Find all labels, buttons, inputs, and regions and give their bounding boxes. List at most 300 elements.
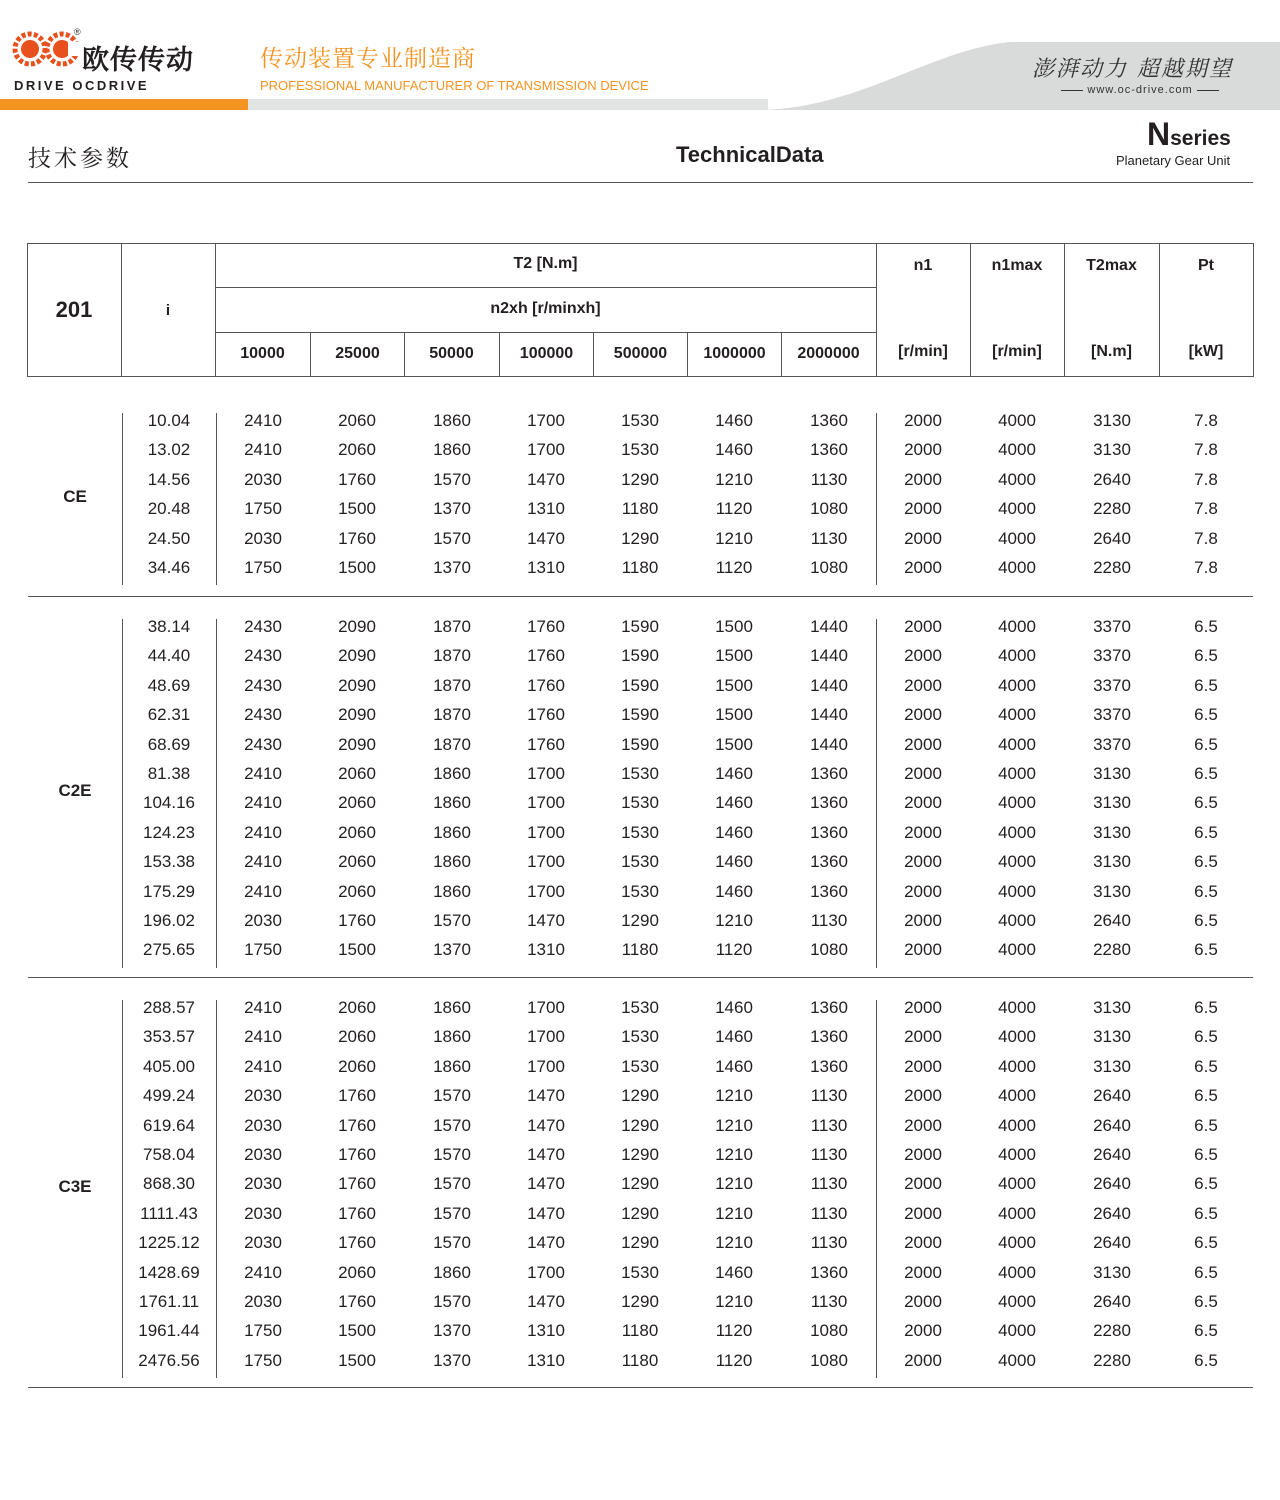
- n1max-unit: [r/min]: [992, 343, 1042, 360]
- ratio-cell: 758.04: [143, 1145, 195, 1164]
- value-cell: 1700: [527, 881, 565, 901]
- value-cell: 2000: [904, 1203, 942, 1223]
- value-cell: 4000: [998, 1174, 1036, 1194]
- value-cell: 3370: [1093, 646, 1131, 666]
- value-cell: 3130: [1093, 881, 1131, 901]
- value-cell: 6.5: [1194, 793, 1218, 813]
- value-cell: 2000: [904, 1262, 942, 1282]
- value-cell: 2030: [244, 1145, 282, 1164]
- tagline-en: PROFESSIONAL MANUFACTURER OF TRANSMISSION DEVICE: [260, 78, 649, 93]
- value-cell: 1860: [433, 440, 471, 460]
- ratio-cell: 62.31: [147, 705, 191, 725]
- ratio-cell: 44.40: [147, 646, 191, 666]
- value-cell: 2030: [244, 1233, 282, 1253]
- value-cell: 4000: [998, 558, 1036, 577]
- value-cell: 2640: [1093, 1086, 1131, 1106]
- value-cell: 2060: [338, 1262, 376, 1282]
- value-cell: 1290: [621, 1292, 659, 1311]
- value-cell: 3130: [1093, 852, 1131, 872]
- ratio-cell: 124.23: [143, 822, 195, 842]
- value-cell: 1570: [433, 1145, 471, 1164]
- value-cell: 4000: [998, 940, 1036, 960]
- value-cell: 1130: [810, 528, 848, 548]
- value-cell: 1530: [621, 411, 659, 430]
- value-cell: 1750: [244, 1350, 282, 1370]
- value-cell: 1700: [527, 411, 565, 430]
- value-cell: 1210: [715, 1174, 753, 1194]
- n2xh-value: 10000: [240, 345, 285, 362]
- value-cell: 1470: [527, 469, 565, 489]
- value-cell: 1750: [244, 940, 282, 960]
- value-cell: 1500: [338, 1321, 376, 1341]
- value-cell: 1530: [621, 793, 659, 813]
- value-cell: 2280: [1093, 940, 1131, 960]
- value-cell: 1870: [433, 705, 471, 725]
- ratio-cell: 1428.69: [138, 1262, 200, 1282]
- value-cell: 1700: [527, 822, 565, 842]
- value-cell: 2000: [904, 1350, 942, 1370]
- value-cell: 2000: [904, 499, 942, 519]
- value-cell: 1470: [527, 1086, 565, 1106]
- value-cell: 3130: [1093, 998, 1131, 1017]
- value-cell: 2000: [904, 1321, 942, 1341]
- value-cell: 1120: [715, 499, 753, 519]
- value-cell: 6.5: [1194, 881, 1218, 901]
- value-cell: 1760: [338, 1292, 376, 1311]
- group-separator: [28, 596, 1253, 597]
- value-cell: 3130: [1093, 822, 1131, 842]
- value-cell: 1700: [527, 998, 565, 1017]
- group-separator: [28, 977, 1253, 978]
- value-cell: 4000: [998, 852, 1036, 872]
- ratio-cell: 288.57: [143, 998, 195, 1017]
- value-cell: 1310: [527, 1321, 565, 1341]
- value-cell: 2000: [904, 1292, 942, 1311]
- pt-unit: [kW]: [1188, 343, 1224, 360]
- value-cell: 1590: [621, 734, 659, 754]
- value-cell: 1180: [621, 940, 659, 960]
- value-cell: 4000: [998, 1086, 1036, 1106]
- value-cell: 1360: [810, 852, 848, 872]
- value-cell: 7.8: [1194, 411, 1218, 430]
- value-cell: 3130: [1093, 440, 1131, 460]
- value-cell: 6.5: [1194, 1203, 1218, 1223]
- group-label: C2E: [58, 781, 92, 801]
- value-cell: 2000: [904, 675, 942, 695]
- value-cell: 1500: [715, 705, 753, 725]
- value-cell: 1180: [621, 558, 659, 577]
- value-cell: 2000: [904, 998, 942, 1017]
- value-cell: 1870: [433, 617, 471, 636]
- value-cell: 1210: [715, 528, 753, 548]
- value-cell: 1130: [810, 1203, 848, 1223]
- value-cell: 1210: [715, 469, 753, 489]
- value-cell: 1080: [810, 1350, 848, 1370]
- ratio-cell: 10.04: [147, 411, 191, 430]
- value-cell: 1570: [433, 1233, 471, 1253]
- ratio-cell: 20.48: [147, 499, 191, 519]
- ratio-cell: 196.02: [143, 911, 195, 930]
- value-cell: 6.5: [1194, 1174, 1218, 1194]
- value-cell: 1290: [621, 1086, 659, 1106]
- value-cell: 1760: [527, 617, 565, 636]
- value-cell: 3130: [1093, 411, 1131, 430]
- value-cell: 1530: [621, 1262, 659, 1282]
- value-cell: 1700: [527, 793, 565, 813]
- t2max-unit: [N.m]: [1091, 343, 1132, 360]
- value-cell: 2000: [904, 1115, 942, 1135]
- series-letter: N: [1147, 116, 1171, 152]
- ratio-cell: 38.14: [147, 617, 191, 636]
- value-cell: 2410: [244, 411, 282, 430]
- series-word: series: [1170, 127, 1231, 150]
- value-cell: 2410: [244, 1027, 282, 1047]
- value-cell: 1760: [338, 1145, 376, 1164]
- n2xh-value: 1000000: [703, 345, 766, 362]
- ratio-cell: 13.02: [147, 440, 191, 460]
- value-cell: 3370: [1093, 675, 1131, 695]
- value-cell: 1760: [338, 528, 376, 548]
- value-cell: 7.8: [1194, 558, 1218, 577]
- value-cell: 2640: [1093, 1115, 1131, 1135]
- value-cell: 2030: [244, 1292, 282, 1311]
- value-cell: 2410: [244, 793, 282, 813]
- value-cell: 1570: [433, 1174, 471, 1194]
- value-cell: 1290: [621, 1145, 659, 1164]
- value-cell: 1590: [621, 646, 659, 666]
- value-cell: 6.5: [1194, 1292, 1218, 1311]
- value-cell: 1290: [621, 911, 659, 930]
- value-cell: 6.5: [1194, 911, 1218, 930]
- value-cell: 2640: [1093, 1203, 1131, 1223]
- value-cell: 1470: [527, 1115, 565, 1135]
- value-cell: 6.5: [1194, 1115, 1218, 1135]
- n2xh-value: 500000: [613, 345, 668, 362]
- value-cell: 2060: [338, 793, 376, 813]
- value-cell: 2640: [1093, 469, 1131, 489]
- value-cell: 1500: [715, 617, 753, 636]
- value-cell: 2030: [244, 528, 282, 548]
- ratio-cell: 619.64: [143, 1115, 195, 1135]
- value-cell: 2000: [904, 852, 942, 872]
- value-cell: 1290: [621, 1203, 659, 1223]
- value-cell: 1530: [621, 881, 659, 901]
- value-cell: 2000: [904, 705, 942, 725]
- value-cell: 1860: [433, 411, 471, 430]
- value-cell: 1530: [621, 822, 659, 842]
- value-cell: 1210: [715, 1292, 753, 1311]
- value-cell: 6.5: [1194, 852, 1218, 872]
- value-cell: 6.5: [1194, 940, 1218, 960]
- value-cell: 1130: [810, 1174, 848, 1194]
- value-cell: 3370: [1093, 734, 1131, 754]
- value-cell: 4000: [998, 1350, 1036, 1370]
- value-cell: 1470: [527, 1174, 565, 1194]
- value-cell: 1470: [527, 1145, 565, 1164]
- value-cell: 2430: [244, 646, 282, 666]
- value-cell: 2280: [1093, 558, 1131, 577]
- n2xh-value: 50000: [429, 345, 474, 362]
- value-cell: 1360: [810, 1056, 848, 1076]
- value-cell: 1120: [715, 940, 753, 960]
- value-cell: 1360: [810, 764, 848, 783]
- value-cell: 1130: [810, 1115, 848, 1135]
- value-cell: 2410: [244, 881, 282, 901]
- value-cell: 1500: [338, 499, 376, 519]
- value-cell: 2060: [338, 998, 376, 1017]
- ratio-cell: 24.50: [147, 528, 191, 548]
- slogan: 澎湃动力 超越期望: [1032, 57, 1233, 82]
- value-cell: 1760: [527, 646, 565, 666]
- value-cell: 3130: [1093, 764, 1131, 783]
- value-cell: 2030: [244, 1115, 282, 1135]
- value-cell: 4000: [998, 1027, 1036, 1047]
- value-cell: 1460: [715, 411, 753, 430]
- value-cell: 4000: [998, 1233, 1036, 1253]
- value-cell: 1130: [810, 911, 848, 930]
- value-cell: 1590: [621, 705, 659, 725]
- value-cell: 1360: [810, 440, 848, 460]
- value-cell: 1760: [527, 675, 565, 695]
- ratio-cell: 153.38: [143, 852, 195, 872]
- value-cell: 2060: [338, 852, 376, 872]
- value-cell: 2000: [904, 911, 942, 930]
- value-cell: 1700: [527, 1056, 565, 1076]
- value-cell: 4000: [998, 881, 1036, 901]
- value-cell: 1860: [433, 852, 471, 872]
- value-cell: 1460: [715, 764, 753, 783]
- value-cell: 1760: [338, 469, 376, 489]
- value-cell: 2000: [904, 617, 942, 636]
- value-cell: 4000: [998, 1145, 1036, 1164]
- ratio-cell: 1961.44: [138, 1321, 200, 1341]
- value-cell: 7.8: [1194, 469, 1218, 489]
- registered-mark: ®: [74, 27, 81, 37]
- value-cell: 1530: [621, 764, 659, 783]
- value-cell: 1700: [527, 440, 565, 460]
- value-cell: 1120: [715, 1321, 753, 1341]
- value-cell: 1460: [715, 1262, 753, 1282]
- value-cell: 1760: [338, 1203, 376, 1223]
- value-cell: 1440: [810, 734, 848, 754]
- value-cell: 2000: [904, 558, 942, 577]
- ratio-cell: 1761.11: [138, 1292, 200, 1311]
- n2xh-value: 25000: [335, 345, 380, 362]
- value-cell: 2000: [904, 764, 942, 783]
- value-cell: 1760: [338, 1086, 376, 1106]
- value-cell: 2430: [244, 705, 282, 725]
- value-cell: 4000: [998, 1321, 1036, 1341]
- value-cell: 3130: [1093, 793, 1131, 813]
- ratio-cell: 48.69: [147, 675, 191, 695]
- value-cell: 2000: [904, 440, 942, 460]
- value-cell: 2060: [338, 881, 376, 901]
- value-cell: 1440: [810, 705, 848, 725]
- value-cell: 4000: [998, 1292, 1036, 1311]
- series-subtitle: Planetary Gear Unit: [1116, 153, 1231, 168]
- value-cell: 1440: [810, 617, 848, 636]
- value-cell: 1440: [810, 675, 848, 695]
- value-cell: 2000: [904, 1056, 942, 1076]
- value-cell: 1760: [338, 1233, 376, 1253]
- value-cell: 1760: [527, 705, 565, 725]
- value-cell: 2640: [1093, 528, 1131, 548]
- value-cell: 4000: [998, 734, 1036, 754]
- value-cell: 1500: [338, 940, 376, 960]
- brand-name-en: DRIVE OCDRIVE: [14, 78, 150, 93]
- value-cell: 4000: [998, 499, 1036, 519]
- value-cell: 2000: [904, 1027, 942, 1047]
- value-cell: 1360: [810, 998, 848, 1017]
- value-cell: 1210: [715, 1115, 753, 1135]
- value-cell: 6.5: [1194, 617, 1218, 636]
- value-cell: 1700: [527, 764, 565, 783]
- value-cell: 2430: [244, 617, 282, 636]
- value-cell: 1570: [433, 1086, 471, 1106]
- ratio-header: i: [165, 302, 171, 319]
- ratio-cell: 68.69: [147, 734, 191, 754]
- value-cell: 1570: [433, 1115, 471, 1135]
- value-cell: 2090: [338, 705, 376, 725]
- ratio-cell: 353.57: [143, 1027, 195, 1047]
- value-cell: 1470: [527, 1292, 565, 1311]
- value-cell: 4000: [998, 998, 1036, 1017]
- value-cell: 6.5: [1194, 764, 1218, 783]
- value-cell: 1860: [433, 793, 471, 813]
- value-cell: 1750: [244, 499, 282, 519]
- value-cell: 1870: [433, 646, 471, 666]
- value-cell: 1460: [715, 852, 753, 872]
- value-cell: 1500: [338, 558, 376, 577]
- value-cell: 1700: [527, 1262, 565, 1282]
- value-cell: 1290: [621, 528, 659, 548]
- value-cell: 1760: [338, 911, 376, 930]
- size-label: 201: [55, 297, 93, 322]
- value-cell: 2000: [904, 411, 942, 430]
- value-cell: 1440: [810, 646, 848, 666]
- value-cell: 2280: [1093, 499, 1131, 519]
- table-header: [27, 243, 1254, 376]
- value-cell: 2410: [244, 822, 282, 842]
- value-cell: 4000: [998, 705, 1036, 725]
- value-cell: 4000: [998, 1115, 1036, 1135]
- value-cell: 1570: [433, 1203, 471, 1223]
- value-cell: 1570: [433, 1292, 471, 1311]
- value-cell: 2640: [1093, 1145, 1131, 1164]
- value-cell: 2000: [904, 1145, 942, 1164]
- t2-header: T2 [N.m]: [513, 255, 578, 272]
- value-cell: 1860: [433, 764, 471, 783]
- value-cell: 1310: [527, 940, 565, 960]
- t2max-header: T2max: [1086, 257, 1137, 274]
- value-cell: 4000: [998, 911, 1036, 930]
- value-cell: 2410: [244, 1056, 282, 1076]
- n2xh-value: 2000000: [797, 345, 860, 362]
- value-cell: 4000: [998, 764, 1036, 783]
- value-cell: 1080: [810, 558, 848, 577]
- value-cell: 1470: [527, 1203, 565, 1223]
- value-cell: 7.8: [1194, 440, 1218, 460]
- group-label: C3E: [58, 1177, 92, 1197]
- value-cell: 2000: [904, 1233, 942, 1253]
- ratio-cell: 14.56: [147, 469, 191, 489]
- value-cell: 2410: [244, 440, 282, 460]
- value-cell: 1860: [433, 1262, 471, 1282]
- value-cell: 2060: [338, 764, 376, 783]
- value-cell: 6.5: [1194, 734, 1218, 754]
- value-cell: 2000: [904, 822, 942, 842]
- value-cell: 2430: [244, 675, 282, 695]
- page-title-cn: 技术参数: [28, 146, 132, 172]
- group-label: CE: [63, 487, 87, 507]
- value-cell: 1210: [715, 1086, 753, 1106]
- value-cell: 1370: [433, 558, 471, 577]
- value-cell: 1500: [715, 675, 753, 695]
- value-cell: 2410: [244, 764, 282, 783]
- ratio-cell: 1225.12: [138, 1233, 200, 1253]
- value-cell: 4000: [998, 646, 1036, 666]
- value-cell: 6.5: [1194, 1056, 1218, 1076]
- value-cell: 2000: [904, 528, 942, 548]
- value-cell: 1370: [433, 1321, 471, 1341]
- value-cell: 2280: [1093, 1350, 1131, 1370]
- value-cell: 1570: [433, 528, 471, 548]
- value-cell: 6.5: [1194, 1321, 1218, 1341]
- value-cell: 1470: [527, 911, 565, 930]
- value-cell: 1860: [433, 881, 471, 901]
- value-cell: 1360: [810, 822, 848, 842]
- value-cell: 2430: [244, 734, 282, 754]
- value-cell: 6.5: [1194, 1145, 1218, 1164]
- value-cell: 6.5: [1194, 822, 1218, 842]
- value-cell: 2030: [244, 469, 282, 489]
- value-cell: 4000: [998, 440, 1036, 460]
- value-cell: 1860: [433, 1056, 471, 1076]
- value-cell: 1310: [527, 558, 565, 577]
- value-cell: 2000: [904, 1086, 942, 1106]
- ratio-cell: 275.65: [143, 940, 195, 960]
- value-cell: 1460: [715, 1056, 753, 1076]
- value-cell: 2410: [244, 852, 282, 872]
- value-cell: 2640: [1093, 1233, 1131, 1253]
- value-cell: 4000: [998, 469, 1036, 489]
- value-cell: 6.5: [1194, 998, 1218, 1017]
- page-title-en: TechnicalData: [676, 142, 824, 167]
- value-cell: 1460: [715, 998, 753, 1017]
- value-cell: 2000: [904, 734, 942, 754]
- value-cell: 2000: [904, 469, 942, 489]
- value-cell: 2060: [338, 1056, 376, 1076]
- value-cell: 2000: [904, 793, 942, 813]
- value-cell: 1570: [433, 469, 471, 489]
- value-cell: 1530: [621, 440, 659, 460]
- ratio-cell: 104.16: [143, 793, 195, 813]
- group-separator: [28, 1387, 1253, 1388]
- value-cell: 1470: [527, 528, 565, 548]
- value-cell: 1360: [810, 793, 848, 813]
- website-url: www.oc-drive.com: [1040, 84, 1240, 96]
- value-cell: 1460: [715, 1027, 753, 1047]
- value-cell: 1210: [715, 1233, 753, 1253]
- value-cell: 4000: [998, 617, 1036, 636]
- value-cell: 1530: [621, 852, 659, 872]
- value-cell: 2410: [244, 998, 282, 1017]
- value-cell: 1460: [715, 793, 753, 813]
- value-cell: 3130: [1093, 1027, 1131, 1047]
- value-cell: 2000: [904, 940, 942, 960]
- value-cell: 1080: [810, 1321, 848, 1341]
- pt-header: Pt: [1198, 257, 1214, 274]
